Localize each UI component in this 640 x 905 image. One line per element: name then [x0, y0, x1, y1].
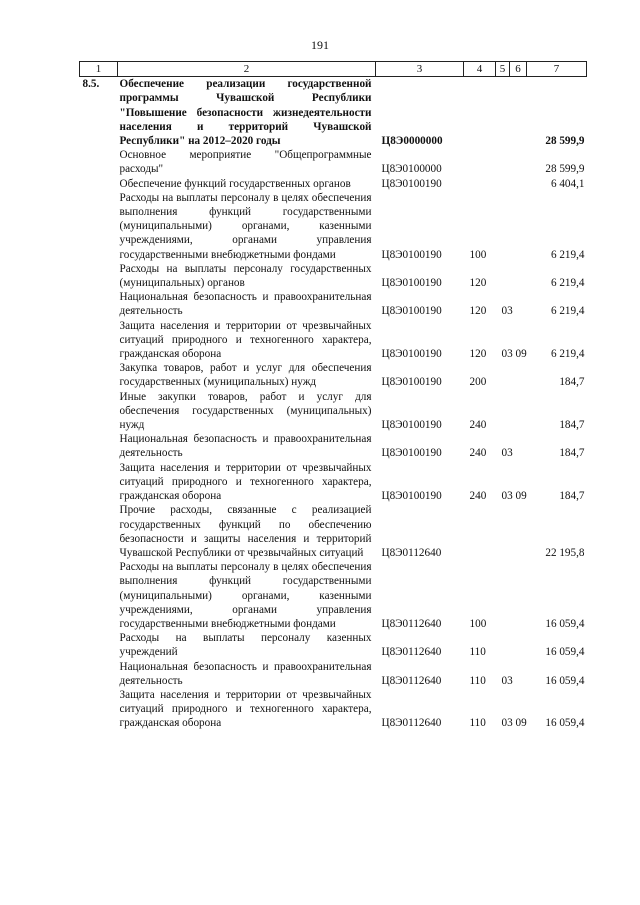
header-cell-1: 1	[80, 62, 118, 77]
row-section	[496, 148, 527, 176]
row-target-code: Ц8Э0100190	[381, 248, 442, 261]
row-expense-type	[464, 77, 496, 149]
row-section	[496, 361, 527, 389]
row-section	[496, 503, 527, 560]
row-description: Защита населения и территории от чрезвычайных ситуаций природного и техногенного характера, гражданская оборона	[119, 461, 372, 503]
row-number	[80, 148, 118, 176]
header-cell-4: 4	[464, 62, 496, 77]
row-target-code: Ц8Э0100190	[381, 177, 442, 190]
row-number	[80, 290, 118, 318]
page-number: 191	[311, 38, 329, 52]
row-expense-type: 200	[469, 376, 487, 389]
row-target-code: Ц8Э0100000	[381, 163, 442, 176]
row-expense-type	[464, 148, 496, 176]
row-section	[496, 177, 527, 191]
table-row	[80, 361, 587, 389]
row-target-code: Ц8Э0000000	[381, 135, 443, 148]
row-section	[496, 191, 527, 262]
row-description: Обеспечение функций государственных органов	[119, 177, 351, 190]
row-expense-type: 240	[469, 447, 487, 460]
row-section: 03 09	[501, 717, 527, 730]
row-description: Расходы на выплаты персоналу в целях обеспечения выполнения функций государственными (муниципальными) органами, казенными учреждениями, органами управления государственными внебюджетными фондами	[119, 191, 372, 261]
row-target-code: Ц8Э0112640	[381, 646, 442, 659]
row-amount: 6 219,4	[550, 248, 585, 261]
row-section: 03	[501, 305, 513, 318]
row-amount: 184,7	[559, 419, 585, 432]
row-target-code: Ц8Э0112640	[381, 546, 442, 559]
row-description: Национальная безопасность и правоохранительная деятельность	[119, 660, 372, 687]
row-amount: 16 059,4	[545, 646, 585, 659]
row-description: Закупка товаров, работ и услуг для обеспечения государственных (муниципальных) нужд	[119, 362, 372, 389]
row-expense-type: 120	[469, 348, 487, 361]
row-section	[496, 560, 527, 631]
row-number	[80, 191, 118, 262]
row-amount: 16 059,4	[545, 617, 585, 630]
row-number: 8.5.	[82, 78, 100, 91]
table-row	[80, 148, 587, 176]
row-target-code: Ц8Э0100190	[381, 305, 442, 318]
row-number	[80, 361, 118, 389]
row-description: Расходы на выплаты персоналу казенных учреждений	[119, 632, 372, 659]
row-section: 03 09	[501, 348, 527, 361]
row-description: Защита населения и территории от чрезвычайных ситуаций природного и техногенного характера, гражданская оборона	[119, 688, 372, 730]
row-number	[80, 461, 118, 504]
table-row	[80, 631, 587, 659]
row-amount: 22 195,8	[545, 546, 585, 559]
row-target-code: Ц8Э0100190	[381, 419, 442, 432]
row-expense-type: 110	[469, 646, 486, 659]
row-target-code: Ц8Э0112640	[381, 674, 442, 687]
row-number	[80, 660, 118, 688]
row-target-code: Ц8Э0100190	[381, 490, 442, 503]
table-row	[80, 191, 587, 262]
row-amount: 184,7	[559, 490, 585, 503]
row-target-code: Ц8Э0112640	[381, 717, 442, 730]
row-expense-type: 100	[469, 248, 487, 261]
row-number	[80, 560, 118, 631]
row-amount: 16 059,4	[545, 674, 585, 687]
table-row	[80, 688, 587, 731]
row-description: Национальная безопасность и правоохранительная деятельность	[119, 291, 372, 318]
row-target-code: Ц8Э0112640	[381, 617, 442, 630]
row-description: Расходы на выплаты персоналу в целях обеспечения выполнения функций государственными (муниципальными) органами, казенными учреждениями, органами управления государственными внебюджетными фондами	[119, 561, 372, 630]
row-target-code: Ц8Э0100190	[381, 348, 442, 361]
row-amount: 6 404,1	[550, 177, 585, 190]
row-amount: 184,7	[559, 447, 585, 460]
table-row	[80, 660, 587, 688]
row-description: Защита населения и территории от чрезвычайных ситуаций природного и техногенного характера, гражданская оборона	[119, 319, 372, 361]
row-amount: 6 219,4	[550, 305, 585, 318]
row-expense-type: 110	[469, 674, 486, 687]
table-row	[80, 560, 587, 631]
table-row	[80, 432, 587, 460]
row-target-code: Ц8Э0100190	[381, 447, 442, 460]
table-row	[80, 77, 587, 149]
table-row	[80, 319, 587, 362]
header-cell-7: 7	[527, 62, 587, 77]
row-number	[80, 688, 118, 731]
row-expense-type: 100	[469, 617, 487, 630]
row-section	[496, 390, 527, 433]
row-amount: 28 599,9	[545, 163, 585, 176]
row-description: Иные закупки товаров, работ и услуг для обеспечения государственных (муниципальных) нужд	[119, 390, 372, 432]
row-amount: 6 219,4	[550, 277, 585, 290]
row-amount: 6 219,4	[550, 348, 585, 361]
row-amount: 184,7	[559, 376, 585, 389]
table-header-row	[80, 62, 587, 77]
table-row	[80, 503, 587, 560]
row-number	[80, 432, 118, 460]
row-description: Национальная безопасность и правоохранительная деятельность	[119, 433, 372, 460]
row-number	[80, 631, 118, 659]
row-section	[496, 262, 527, 290]
table-row	[80, 461, 587, 504]
header-cell-3: 3	[376, 62, 464, 77]
row-expense-type: 240	[469, 419, 487, 432]
row-description: Прочие расходы, связанные с реализацией государственных функций по обеспечению безопасности и защиты населения и территорий Чувашской Республики от чрезвычайных ситуаций	[119, 504, 372, 559]
row-amount: 16 059,4	[545, 717, 585, 730]
row-section	[496, 77, 527, 149]
table-row	[80, 177, 587, 191]
row-number	[80, 503, 118, 560]
budget-table	[79, 61, 587, 731]
row-section: 03	[501, 674, 513, 687]
header-cell-6: 6	[510, 62, 527, 77]
row-number	[80, 177, 118, 191]
row-number	[80, 262, 118, 290]
row-description: Обеспечение реализации государственной программы Чувашской Республики "Повышение безопасности жизнедеятельности населения и территорий Чувашской Республики" на 2012–2020 годы	[119, 78, 372, 148]
row-section: 03	[501, 447, 513, 460]
row-amount: 28 599,9	[545, 135, 585, 148]
row-expense-type	[464, 177, 496, 191]
table-row	[80, 390, 587, 433]
row-expense-type: 240	[469, 490, 487, 503]
row-number	[80, 319, 118, 362]
row-expense-type	[464, 503, 496, 560]
row-section	[496, 631, 527, 659]
row-number	[80, 390, 118, 433]
table-row	[80, 290, 587, 318]
row-description: Основное мероприятие "Общепрограммные расходы"	[119, 149, 372, 176]
header-cell-2: 2	[118, 62, 376, 77]
table-row	[80, 262, 587, 290]
row-section: 03 09	[501, 490, 527, 503]
row-description: Расходы на выплаты персоналу государственных (муниципальных) органов	[119, 262, 372, 290]
row-expense-type: 120	[469, 305, 487, 318]
header-cell-5: 5	[496, 62, 510, 77]
row-expense-type: 110	[469, 717, 486, 730]
row-target-code: Ц8Э0100190	[381, 277, 442, 290]
row-target-code: Ц8Э0100190	[381, 376, 442, 389]
row-expense-type: 120	[469, 277, 487, 290]
